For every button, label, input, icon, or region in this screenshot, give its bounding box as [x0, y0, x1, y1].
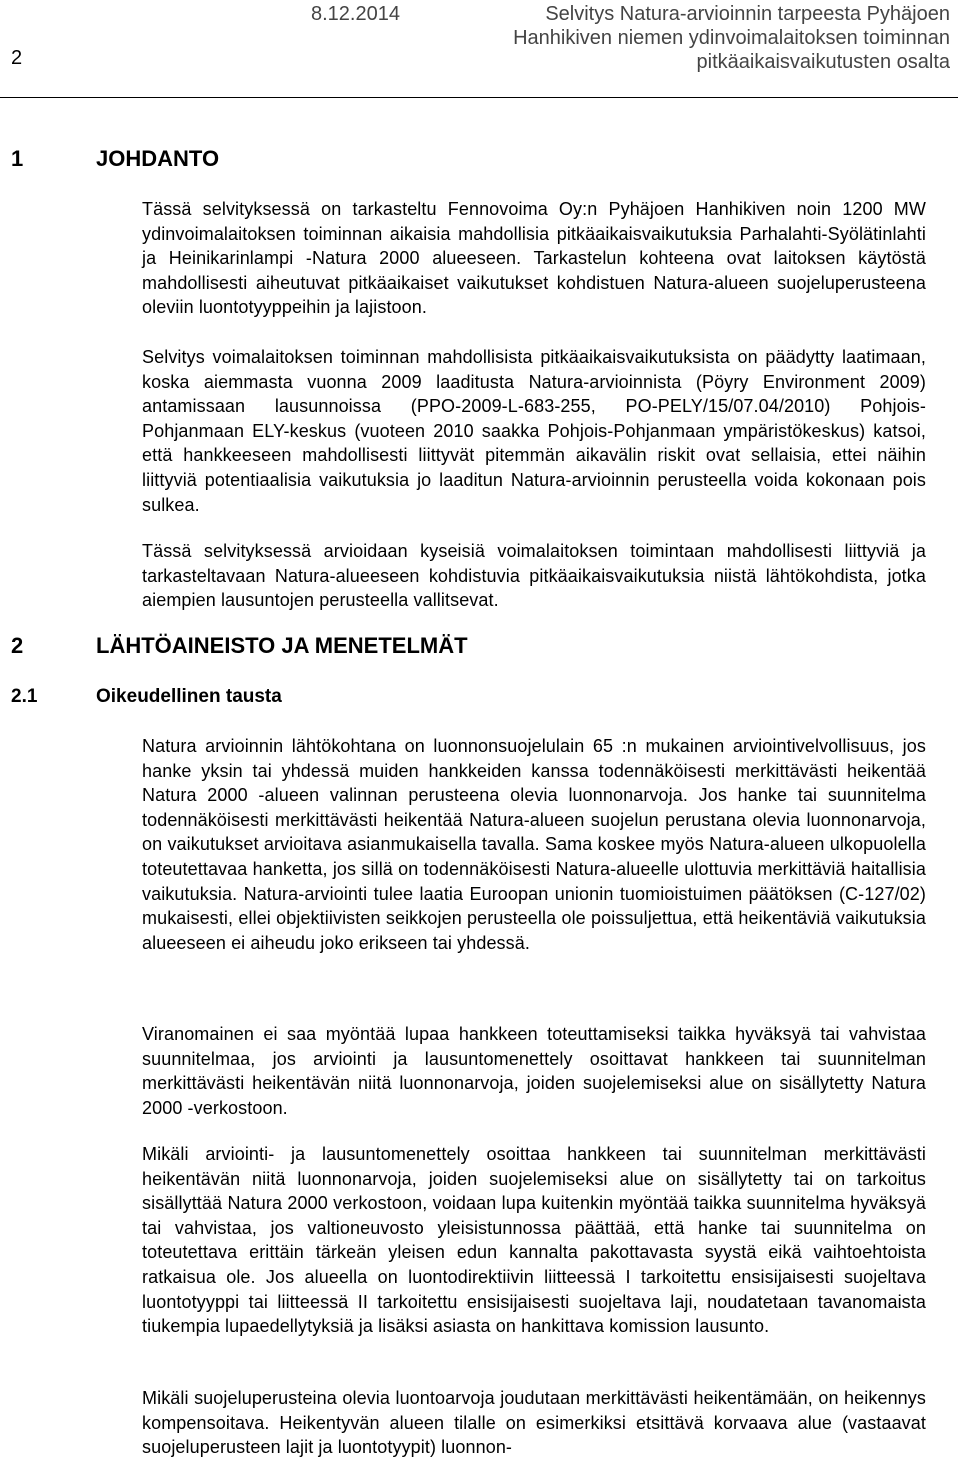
paragraph: Mikäli suojeluperusteina olevia luontoarvoja joudutaan merkittävästi heikentämään, on heikennys kompensoitava. Heikentyvän alueen tilalle on esimerkiksi etsittävä korvaava alue (vastaavat suojeluperusteen lajit ja luontotyypit) luonnon- — [142, 1388, 926, 1458]
section-title: LÄHTÖAINEISTO JA MENETELMÄT — [96, 633, 468, 658]
section-1-heading — [11, 146, 219, 172]
paragraph: Natura arvioinnin lähtökohtana on luonnonsuojelulain 65 :n mukainen arviointivelvollisuus, jos hanke yksin tai yhdessä muiden hankkeiden kanssa todennäköisesti merkittävästi heikentää Natura 2000 -alueen valinnan perusteena olevia luonnonarvoja. Jos hanke tai suunnitelma todennäköisesti merkittävästi heikentää Natura-alueen suojelun perustana olevia luonnonarvoja, on vaikutukset arvioitava asianmukaisella tavalla. Sama koskee myös Natura-alueen ulkopuolella toteutettavaa hanketta, jos sillä on todennäköisesti Natura-alueelle ulottuvia merkittäviä haitallisia vaikutuksia. Natura-arviointi tulee laatia Euroopan unionin tuomioistuimen päätöksen (C-127/02) mukaisesti, ellei objektiivisten seikkojen perusteella ole poissuljettua, että heikentäviä vaikutuksia alueeseen ei aiheudu joko erikseen tai yhdessä. — [142, 736, 926, 953]
paragraph: Mikäli arviointi- ja lausuntomenettely osoittaa hankkeen tai suunnitelman merkittävästi heikentävän niitä luonnonarvoja, joiden suojelemiseksi alue on sisällytetty tai on tarkoitus sisällyttää Natura 2000 verkostoon, voidaan lupa kuitenkin myöntää taikka suunnitelma hyväksyä tai vahvistaa, jos valtioneuvosto yleisistunnossa päättää, että hanke tai suunnitelma on toteutettava erittäin tärkeän yleisen edun kannalta pakottavasta syystä eikä vaihtoehtoista ratkaisua ole. Jos alueella on luontodirektiivin liitteessä I tarkoitettu ensisijaisesti suojeltava luontotyyppi tai liitteessä II tarkoitettu ensisijaisesti suojeltava laji, noudatetaan tavanomaista tiukempia lupaedellytyksiä ja lisäksi asiasta on hankittava komission lausunto. — [142, 1144, 926, 1337]
section-title: JOHDANTO — [96, 146, 220, 171]
header-title: Selvitys Natura-arvioinnin tarpeesta Pyhäjoen Hanhikiven niemen ydinvoimalaitoksen toiminnan pitkäaikaisvaikutusten osalta — [513, 3, 950, 73]
paragraph: Viranomainen ei saa myöntää lupaa hankkeen toteuttamiseksi taikka hyväksyä tai vahvistaa suunnitelmaa, jos arviointi ja lausuntomenettely osoittavat hankkeen tai suunnitelman merkittävästi heikentävän niitä luonnonarvoja, joiden suojelemiseksi alue on sisällytetty Natura 2000 -verkostoon. — [142, 1024, 926, 1118]
section-number: 1 — [11, 146, 24, 171]
header-rule — [0, 97, 958, 98]
paragraph: Selvitys voimalaitoksen toiminnan mahdollisista pitkäaikaisvaikutuksista on päädytty laatimaan, koska aiemmasta vuonna 2009 laaditusta Natura-arvioinnista (Pöyry Environment 2009) antamissaan lausunnoissa (PPO-2009-L-683-255, PO-PELY/15/07.04/2010) Pohjois-Pohjanmaan ELY-keskus (vuoteen 2010 saakka Pohjois-Pohjanmaan ympäristökeskus) katsoi, että hankkeeseen mahdollisesti liittyvät pitemmän aikavälin riskit ovat sellaisia, ettei näihin liittyviä potentiaalisia vaikutuksia jo laaditun Natura-arvioinnin perusteella voida kokonaan pois sulkea. — [142, 347, 926, 515]
section-number: 2.1 — [11, 686, 38, 707]
paragraph: Tässä selvityksessä arvioidaan kyseisiä voimalaitoksen toimintaan mahdollisesti liittyviä ja tarkasteltavaan Natura-alueeseen kohdistuvia pitkäaikaisvaikutuksia niistä lähtökohdista, jotka aiempien lausuntojen perusteella vallitsevat. — [142, 541, 926, 611]
paragraph: Tässä selvityksessä on tarkasteltu Fennovoima Oy:n Pyhäjoen Hanhikiven noin 1200 MW ydinvoimalaitoksen toiminnan aikaisia mahdollisia pitkäaikaisvaikutuksia Parhalahti-Syölätinlahti ja Heinikarinlampi -Natura 2000 alueeseen. Tarkastelun kohteena ovat laitoksen käytöstä mahdollisesti aiheutuvat pitkäaikaiset vaikutukset kohdistuen Natura-alueen suojeluperusteena oleviin luontotyyppeihin ja lajistoon. — [142, 199, 926, 318]
page-number: 2 — [11, 47, 23, 69]
section-title: Oikeudellinen tausta — [96, 686, 282, 707]
header-date: 8.12.2014 — [311, 3, 400, 25]
section-2-heading — [11, 633, 468, 659]
section-2-1-heading — [11, 685, 282, 709]
section-number: 2 — [11, 633, 24, 658]
